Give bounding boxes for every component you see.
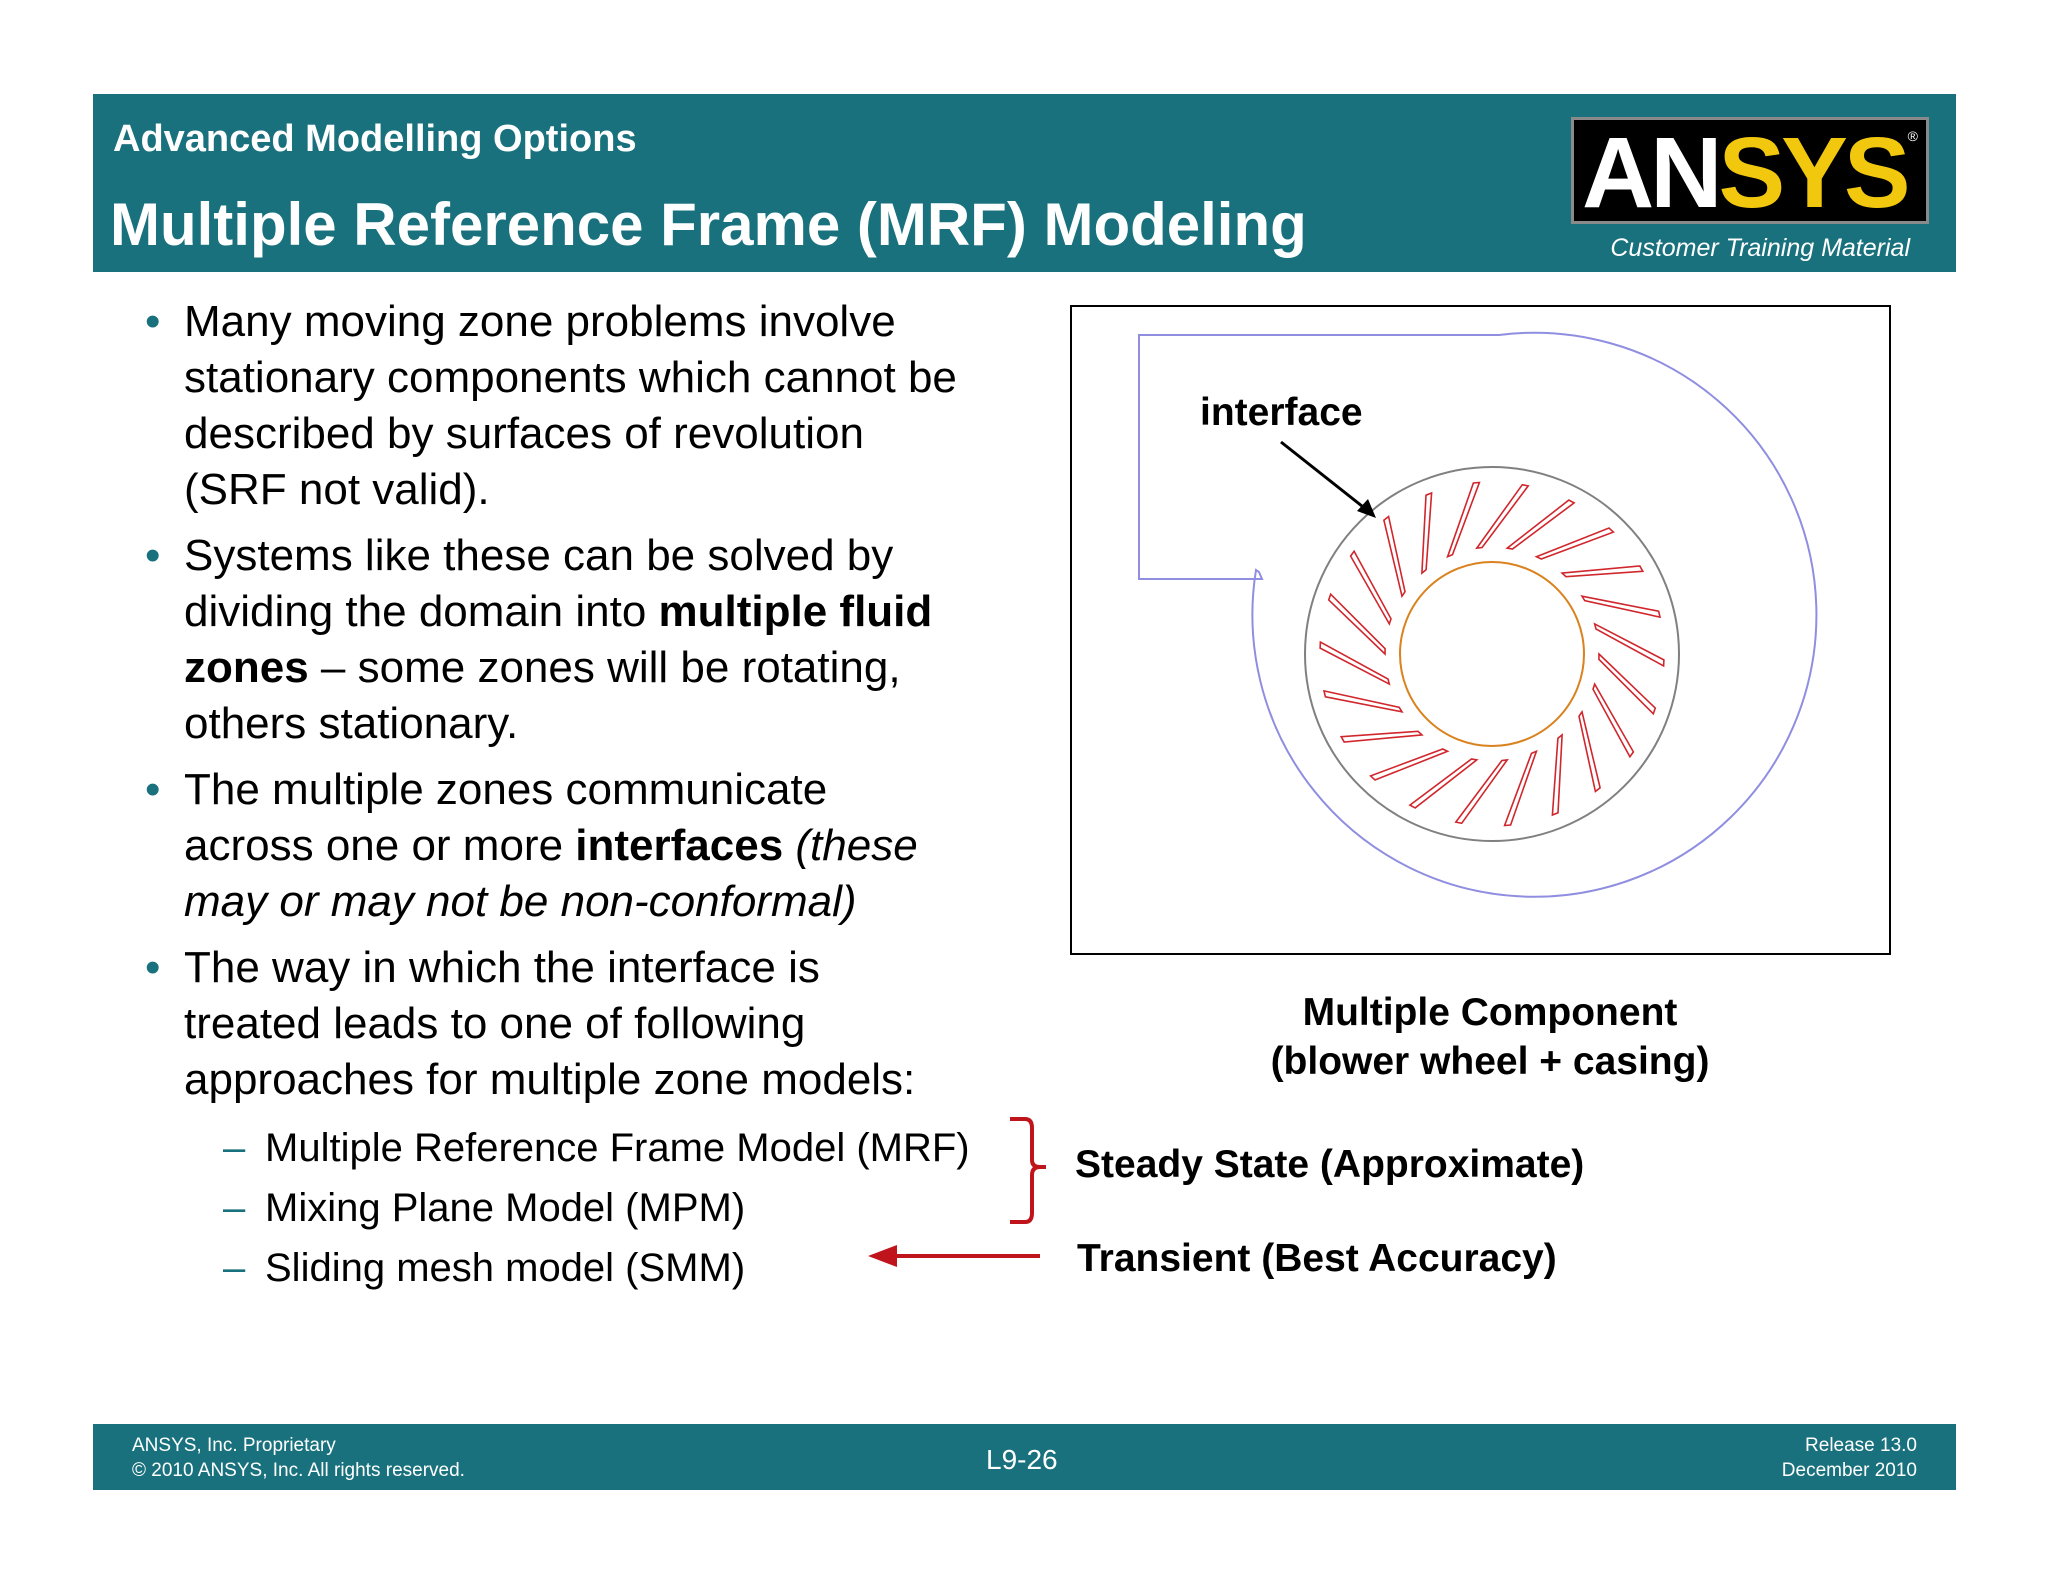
footer-release	[1782, 1433, 1917, 1483]
bullet-line: The way in which the interface is	[184, 943, 820, 992]
slide-title: Multiple Reference Frame (MRF) Modeling	[110, 191, 1307, 258]
steady-state-note: Steady State (Approximate)	[1075, 1143, 1585, 1186]
release-date: December 2010	[1781, 1460, 1917, 1481]
transient-arrow-head	[868, 1245, 897, 1267]
bullet-line: Many moving zone problems involve	[184, 297, 896, 346]
logo-registered-mark: ®	[1907, 128, 1918, 144]
interface-label: interface	[1200, 391, 1363, 434]
footer-copyright	[132, 1433, 465, 1483]
sub-item-label: Mixing Plane Model (MPM)	[265, 1186, 746, 1230]
bullet-line: stationary components which cannot be	[184, 353, 957, 402]
logo-text-sys: SYS	[1718, 117, 1907, 224]
bullet-text: across one or more	[184, 821, 576, 870]
transient-note: Transient (Best Accuracy)	[1077, 1237, 1557, 1280]
bullet-line: others stationary.	[184, 699, 519, 748]
dash-marker: –	[223, 1186, 246, 1230]
steady-state-bracket	[1010, 1119, 1046, 1222]
footer-proprietary: ANSYS, Inc. Proprietary	[132, 1435, 336, 1456]
footer-bar	[93, 1424, 1956, 1490]
bullet-dot: •	[145, 765, 161, 814]
bullet-line: described by surfaces of revolution	[184, 409, 864, 458]
bullet-dot: •	[145, 297, 161, 346]
footer-rights: © 2010 ANSYS, Inc. All rights reserved.	[132, 1460, 465, 1481]
bullet-line: treated leads to one of following	[184, 999, 806, 1048]
bullet-text: dividing the domain into	[184, 587, 659, 636]
bullet-bold-text: zones	[184, 643, 309, 692]
bullet-line: (SRF not valid).	[184, 465, 490, 514]
release-version: Release 13.0	[1805, 1435, 1917, 1456]
tagline: Customer Training Material	[1610, 234, 1910, 262]
bullet-line: Systems like these can be solved by	[184, 531, 894, 580]
bullet-bold-text: multiple fluid	[658, 587, 933, 636]
bullet-italic-text: may or may not be non-conformal)	[184, 877, 857, 926]
caption-line: (blower wheel + casing)	[1270, 1040, 1710, 1083]
bullet-italic-text: (these	[783, 821, 918, 870]
slide-number: L9-26	[986, 1444, 1058, 1475]
bullet-line: The multiple zones communicate	[184, 765, 828, 814]
bullet-line: approaches for multiple zone models:	[184, 1055, 916, 1104]
bullet-dot: •	[145, 531, 161, 580]
section-subtitle: Advanced Modelling Options	[113, 118, 637, 160]
sub-item-label: Multiple Reference Frame Model (MRF)	[265, 1126, 970, 1170]
dash-marker: –	[223, 1126, 246, 1170]
dash-marker: –	[223, 1246, 246, 1290]
bullet-text: – some zones will be rotating,	[308, 643, 901, 692]
sub-item-label: Sliding mesh model (SMM)	[265, 1246, 746, 1290]
logo-text-an: AN	[1582, 117, 1719, 224]
caption-line: Multiple Component	[1302, 991, 1678, 1034]
bullet-bold-text: interfaces	[575, 821, 784, 870]
bullet-dot: •	[145, 943, 161, 992]
